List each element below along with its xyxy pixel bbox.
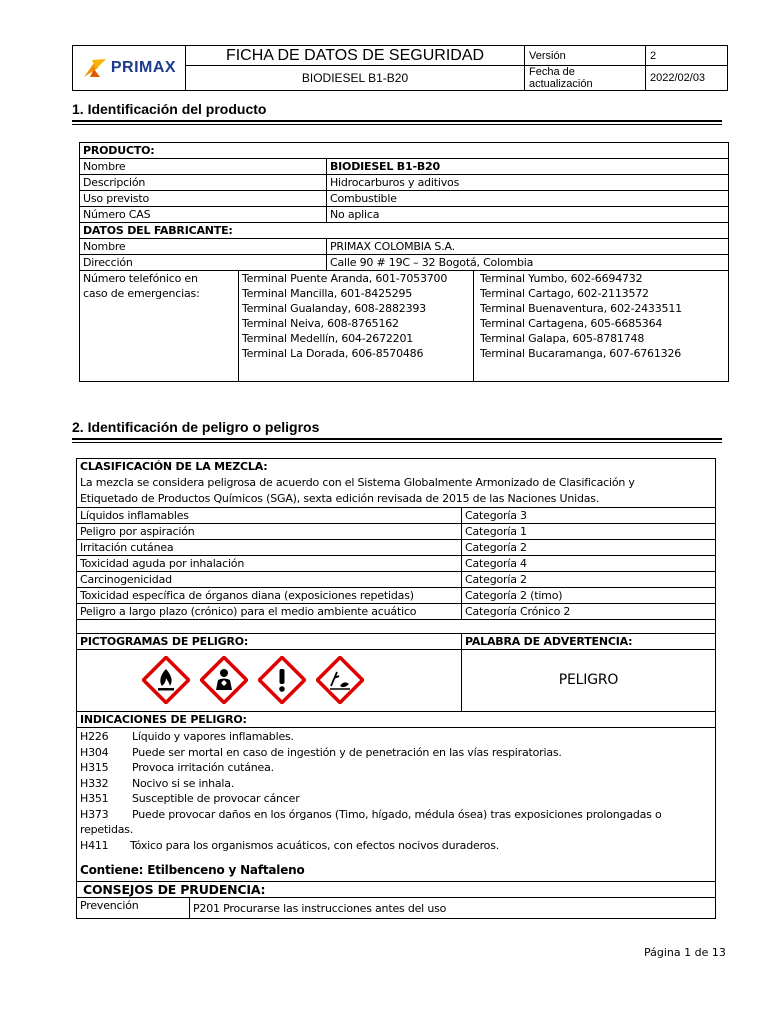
- update-label: Fecha de actualización: [525, 66, 646, 91]
- update-value: 2022/02/03: [646, 66, 728, 91]
- statement-text: Puede provocar daños en los órganos (Timo, hígado, médula ósea) tras exposiciones prolongadas o: [132, 807, 662, 821]
- row-value: Calle 90 # 19C – 32 Bogotá, Colombia: [326, 255, 728, 271]
- statement-code: H373: [80, 807, 109, 821]
- section-1-rule: [72, 120, 722, 125]
- document-title: FICHA DE DATOS DE SEGURIDAD: [186, 46, 525, 66]
- row-value: No aplica: [326, 207, 728, 223]
- row-label: Dirección: [80, 255, 327, 271]
- indicaciones-label: INDICACIONES DE PELIGRO:: [77, 712, 716, 728]
- terminal-entry: Terminal Buenaventura, 602-2433511: [480, 302, 682, 315]
- terminal-entry: Terminal Mancilla, 601-8425295: [242, 287, 413, 300]
- warning-word: PELIGRO: [462, 650, 716, 712]
- clasificacion-block: [77, 459, 716, 508]
- pictograms-cell: [77, 650, 462, 712]
- row-label: Número CAS: [80, 207, 327, 223]
- hazard-category: Categoría 1: [462, 524, 716, 540]
- section-1-heading: 1. Identificación del producto: [72, 101, 267, 117]
- clasificacion-label: CLASIFICACIÓN DE LA MEZCLA:: [80, 460, 268, 473]
- hazard-category: Categoría 2 (timo): [462, 588, 716, 604]
- terminals-left: [239, 271, 474, 381]
- hazard-statements: [77, 728, 716, 882]
- hazard-category: Categoría 2: [462, 572, 716, 588]
- hazard-category: Categoría Crónico 2: [462, 604, 716, 620]
- row-label: Descripción: [80, 175, 327, 191]
- section-2-heading: 2. Identificación de peligro o peligros: [72, 419, 320, 435]
- emergency-label: Número telefónico en caso de emergencias:: [80, 271, 239, 382]
- prevencion-label: Prevención: [77, 898, 190, 918]
- statement-text: Tóxico para los organismos acuáticos, con efectos nocivos duraderos.: [130, 838, 500, 852]
- pictogramas-label: PICTOGRAMAS DE PELIGRO:: [77, 634, 462, 650]
- terminal-entry: Terminal Cartago, 602-2113572: [480, 287, 649, 300]
- statement-row: [80, 745, 712, 761]
- spacer-row: [77, 620, 716, 634]
- emergency-terminals: [239, 271, 729, 382]
- statement-code: H351: [80, 792, 109, 805]
- advertencia-label: PALABRA DE ADVERTENCIA:: [462, 634, 716, 650]
- statement-text: Susceptible de provocar cáncer: [132, 792, 300, 805]
- prevencion-text: P201 Procurarse las instrucciones antes del uso: [193, 901, 447, 915]
- statement-text: Provoca irritación cutánea.: [132, 761, 274, 774]
- terminal-entry: Terminal La Dorada, 606-8570486: [242, 347, 424, 360]
- clasificacion-text: La mezcla se considera peligrosa de acuerdo con el Sistema Globalmente Armonizado de Clasificación y: [80, 476, 635, 489]
- fabricante-label: DATOS DEL FABRICANTE:: [80, 223, 729, 239]
- producto-label: PRODUCTO:: [80, 143, 729, 159]
- row-value: Combustible: [326, 191, 728, 207]
- hazard-name: Peligro por aspiración: [77, 524, 462, 540]
- consejos-label: CONSEJOS DE PRUDENCIA:: [77, 881, 716, 897]
- hazard-category: Categoría 3: [462, 508, 716, 524]
- contiene-line: Contiene: Etilbenceno y Naftaleno: [80, 863, 305, 877]
- version-label: Versión: [525, 46, 646, 66]
- environment-pictogram-icon: [316, 656, 364, 704]
- hazard-name: Irritación cutánea: [77, 540, 462, 556]
- statement-row: [80, 776, 712, 792]
- statement-text: Nocivo si se inhala.: [132, 776, 235, 790]
- terminal-entry: Terminal Neiva, 608-8765162: [242, 317, 399, 330]
- statement-text: Líquido y vapores inflamables.: [132, 730, 294, 743]
- company-logo: [73, 46, 186, 91]
- product-identification-table: [79, 142, 729, 382]
- terminal-entry: Terminal Cartagena, 605-6685364: [480, 317, 663, 330]
- hazard-name: Toxicidad específica de órganos diana (exposiciones repetidas): [77, 588, 462, 604]
- statement-row: [80, 760, 712, 776]
- terminal-entry: Terminal Gualanday, 608-2882393: [242, 302, 426, 315]
- version-value: 2: [646, 46, 728, 66]
- statement-code: H315: [80, 761, 109, 774]
- statement-row: [80, 791, 712, 807]
- row-value: Hidrocarburos y aditivos: [326, 175, 728, 191]
- primax-logo-icon: [82, 57, 108, 79]
- hazard-category: Categoría 4: [462, 556, 716, 572]
- statement-code: H411: [80, 838, 109, 852]
- prevencion-row: [77, 897, 716, 918]
- exclamation-pictogram-icon: [258, 656, 306, 704]
- health-hazard-pictogram-icon: [200, 656, 248, 704]
- hazard-category: Categoría 2: [462, 540, 716, 556]
- hazard-identification-table: [76, 458, 716, 919]
- flame-pictogram-icon: [142, 656, 190, 704]
- section-2-rule: [72, 438, 722, 443]
- hazard-name: Peligro a largo plazo (crónico) para el medio ambiente acuático: [77, 604, 462, 620]
- clasificacion-text: Etiquetado de Productos Químicos (SGA), sexta edición revisada de 2015 de las Naciones Unidas.: [80, 492, 600, 505]
- statement-code: H304: [80, 745, 109, 759]
- terminal-entry: Terminal Bucaramanga, 607-6761326: [480, 347, 682, 360]
- statement-row: [80, 729, 712, 745]
- statement-row: [80, 838, 712, 854]
- row-value: PRIMAX COLOMBIA S.A.: [326, 239, 728, 255]
- hazard-name: Líquidos inflamables: [77, 508, 462, 524]
- row-value: BIODIESEL B1-B20: [326, 159, 728, 175]
- terminal-entry: Terminal Galapa, 605-8781748: [480, 332, 645, 345]
- terminal-entry: Terminal Puente Aranda, 601-7053700: [242, 272, 448, 285]
- row-label: Uso previsto: [80, 191, 327, 207]
- statement-code: H226: [80, 730, 109, 743]
- row-label: Nombre: [80, 159, 327, 175]
- hazard-name: Toxicidad aguda por inhalación: [77, 556, 462, 572]
- document-header: [72, 45, 728, 91]
- document-subtitle: BIODIESEL B1-B20: [186, 66, 525, 91]
- terminals-right: [474, 271, 688, 381]
- statement-text: Puede ser mortal en caso de ingestión y de penetración en las vías respiratorias.: [132, 745, 562, 759]
- brand-name: PRIMAX: [110, 59, 177, 76]
- statement-continuation: repetidas.: [80, 823, 134, 836]
- row-label: Nombre: [80, 239, 327, 255]
- page-number: Página 1 de 13: [644, 946, 726, 959]
- statement-code: H332: [80, 776, 109, 790]
- statement-row: [80, 807, 712, 823]
- terminal-entry: Terminal Yumbo, 602-6694732: [480, 272, 643, 285]
- hazard-name: Carcinogenicidad: [77, 572, 462, 588]
- terminal-entry: Terminal Medellín, 604-2672201: [242, 332, 414, 345]
